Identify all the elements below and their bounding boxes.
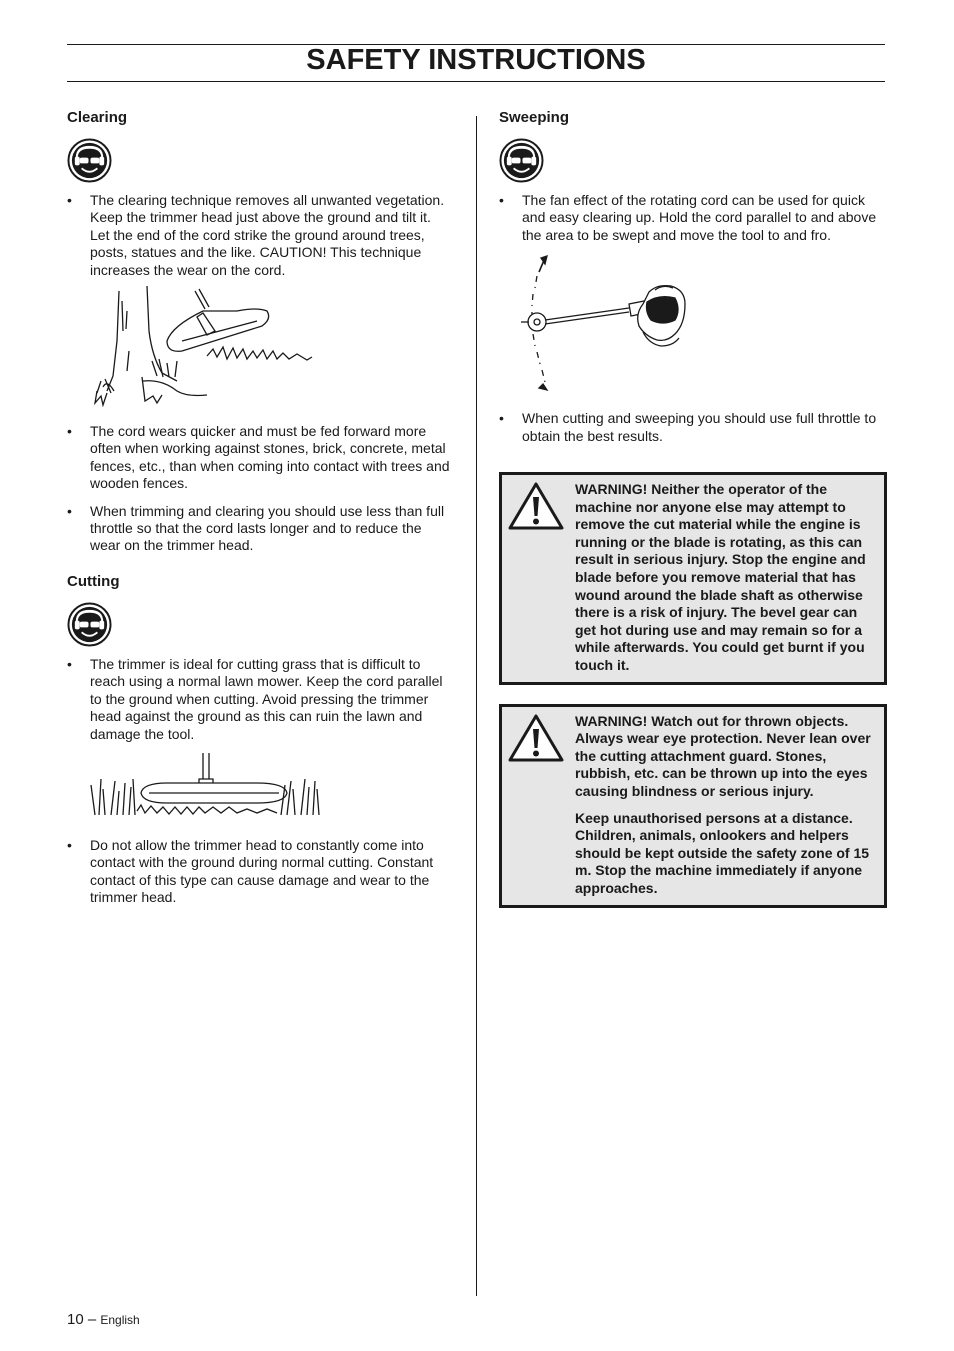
cutting-heading: Cutting [67, 572, 120, 590]
warning-text-safety-zone: Keep unauthorised persons at a distance. Children, animals, onlookers and helpers should be kept outside the safety zone of 15 m. Stop the machine immediately if anyone approaches. [575, 809, 870, 896]
sweeping-list-2 [499, 410, 887, 445]
clearing-heading: Clearing [67, 109, 128, 126]
clearing-bullet-3: • When trimming and clearing you should use less than full throttle so that the cord lasts longer and to reduce the wear on the trimmer head. [67, 503, 453, 555]
page-title: SAFETY INSTRUCTIONS [306, 44, 646, 76]
clearing-bullet-1: • The clearing technique removes all unwanted vegetation. Keep the trimmer head just above the ground and tilt it. Let the end of the cord strike the ground around trees, posts, statues and the like. CAUTION! This technique increases the wear on the cord. [67, 192, 453, 279]
page-footer [67, 1311, 140, 1328]
sweeping-illustration [499, 254, 887, 394]
warning-triangle-icon [508, 713, 564, 763]
protective-equipment-icon [67, 602, 112, 647]
footer-language: English [100, 1313, 140, 1327]
clearing-illustration [67, 281, 453, 407]
cutting-list [67, 656, 453, 743]
sweeping-bullet-1: • The fan effect of the rotating cord can be used for quick and easy clearing up. Hold the cord parallel to and above the area to be swept and move the tool to and fro. [499, 192, 887, 244]
header-rule-bottom [67, 81, 885, 82]
protective-equipment-icon [67, 138, 112, 183]
warning-box-hot-parts [499, 472, 887, 685]
clearing-list [67, 192, 453, 279]
sweeping-heading: Sweeping [499, 109, 570, 126]
cutting-bullet-1: • The trimmer is ideal for cutting grass that is difficult to reach using a normal lawn mower. Keep the cord parallel to the ground when cutting. Avoid pressing the trimmer head against the ground as this can ruin the lawn and damage the tool. [67, 656, 453, 743]
cutting-list-2 [67, 837, 453, 907]
left-column [67, 108, 453, 907]
warning-text: WARNING! Watch out for thrown objects. Always wear eye protection. Never lean over the cutting attachment guard. Stones, rubbish, etc. can be thrown up into the eyes causing blindness or serious injury. [575, 712, 871, 799]
warning-box-thrown-objects [499, 704, 887, 908]
sweeping-bullet-2: • When cutting and sweeping you should use full throttle to obtain the best results. [499, 410, 887, 445]
clearing-list-2 [67, 423, 453, 555]
protective-equipment-icon [499, 138, 544, 183]
sweeping-list [499, 192, 887, 244]
warning-triangle-icon [508, 481, 564, 531]
page-number: 10 – [67, 1311, 97, 1328]
right-column [499, 108, 887, 908]
cutting-illustration [67, 749, 453, 819]
clearing-bullet-2: • The cord wears quicker and must be fed forward more often when working against stones, brick, concrete, metal fences, etc., than when coming into contact with trees and wooden fences. [67, 423, 453, 493]
warning-text: WARNING! Neither the operator of the machine nor anyone else may attempt to remove the cut material while the engine is running or the blade is rotating, as this can result in serious injury. Stop the engine and blade before you remove material that has wound around the blade shaft as otherwise there is a risk of injury. The bevel gear can get hot during use and may remain so for a while afterwards. You could get burnt if you touch it. [575, 481, 866, 673]
cutting-bullet-2: • Do not allow the trimmer head to constantly come into contact with the ground during normal cutting. Constant contact of this type can cause damage and wear to the trimmer head. [67, 837, 453, 907]
column-divider [476, 116, 477, 1296]
